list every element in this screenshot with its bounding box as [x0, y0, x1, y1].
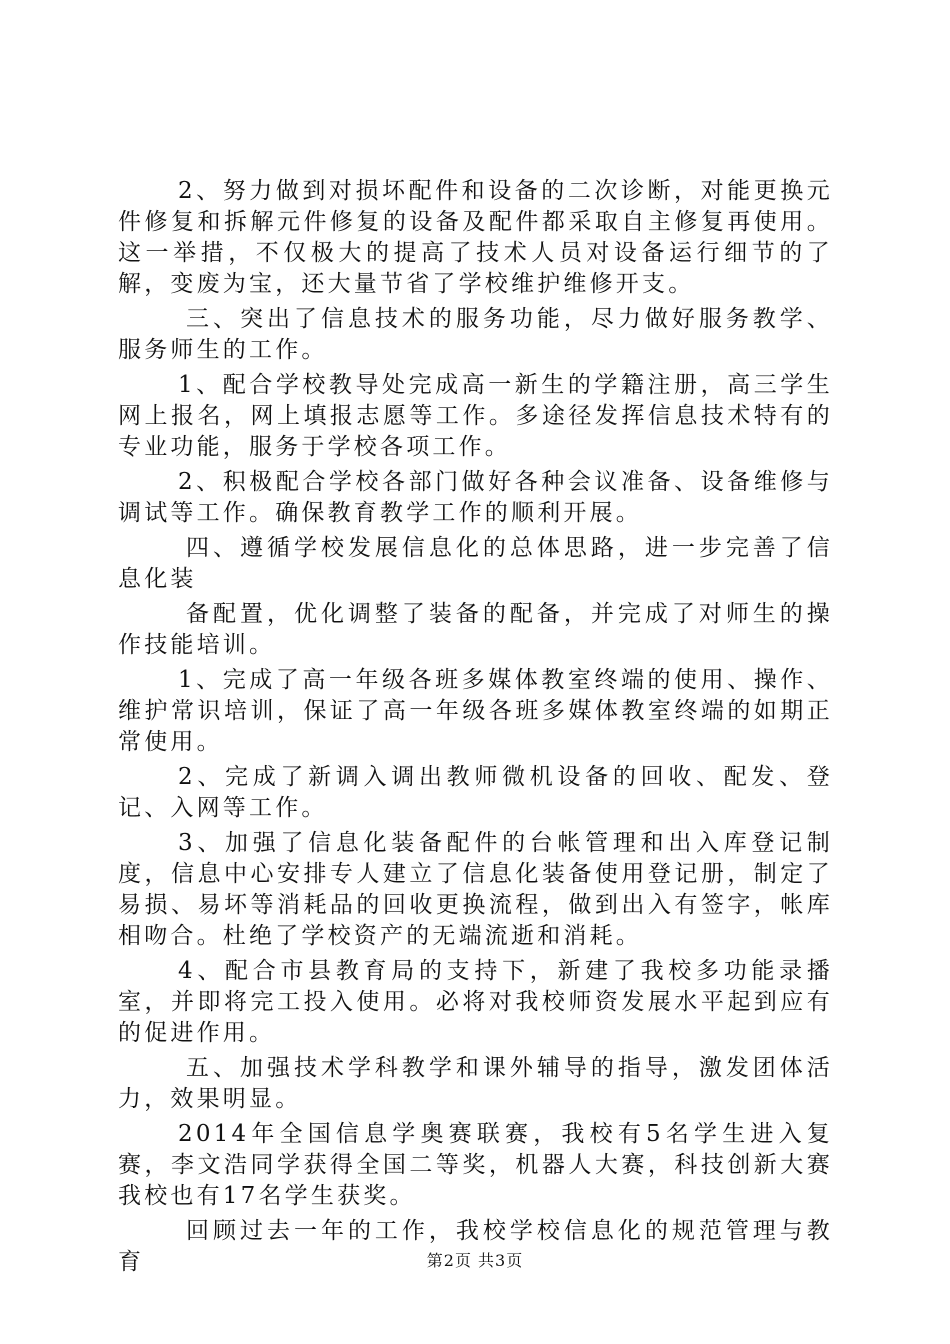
- document-body: [118, 176, 833, 1282]
- paragraph-7: 1、完成了高一年级各班多媒体教室终端的使用、操作、维护常识培训，保证了高一年级各班多媒体教室终端的如期正常使用。: [118, 667, 833, 755]
- paragraph-13: 回顾过去一年的工作，我校学校信息化的规范管理与教育: [118, 1218, 833, 1275]
- paragraph-11: 五、加强技术学科教学和课外辅导的指导，激发团体活力，效果明显。: [118, 1055, 833, 1112]
- paragraph-5: 四、遵循学校发展信息化的总体思路，进一步完善了信息化装: [118, 535, 833, 592]
- paragraph-12: 2014年全国信息学奥赛联赛，我校有5名学生进入复赛，李文浩同学获得全国二等奖，机器人大赛，科技创新大赛我校也有17名学生获奖。: [118, 1121, 833, 1209]
- paragraph-9: 3、加强了信息化装备配件的台帐管理和出入库登记制度，信息中心安排专人建立了信息化装备使用登记册，制定了易损、易坏等消耗品的回收更换流程，做到出入有签字，帐库相吻合。杜绝了学校资产的无端流逝和消耗。: [118, 830, 833, 949]
- page-footer: 第2页 共3页: [426, 1251, 524, 1270]
- paragraph-3: 1、配合学校教导处完成高一新生的学籍注册，高三学生网上报名，网上填报志愿等工作。多途径发挥信息技术特有的专业功能，服务于学校各项工作。: [118, 372, 833, 460]
- paragraph-4: 2、积极配合学校各部门做好各种会议准备、设备维修与调试等工作。确保教育教学工作的顺利开展。: [118, 469, 833, 526]
- paragraph-10: 4、配合市县教育局的支持下，新建了我校多功能录播室，并即将完工投入使用。必将对我校师资发展水平起到应有的促进作用。: [118, 958, 833, 1046]
- paragraph-6: 备配置，优化调整了装备的配备，并完成了对师生的操作技能培训。: [118, 601, 833, 658]
- paragraph-1: 2、努力做到对损坏配件和设备的二次诊断，对能更换元件修复和拆解元件修复的设备及配件都采取自主修复再使用。这一举措，不仅极大的提高了技术人员对设备运行细节的了解，变废为宝，还大量节省了学校维护维修开支。: [118, 178, 833, 297]
- paragraph-8: 2、完成了新调入调出教师微机设备的回收、配发、登记、入网等工作。: [118, 764, 833, 821]
- paragraph-2: 三、突出了信息技术的服务功能，尽力做好服务教学、服务师生的工作。: [118, 306, 833, 363]
